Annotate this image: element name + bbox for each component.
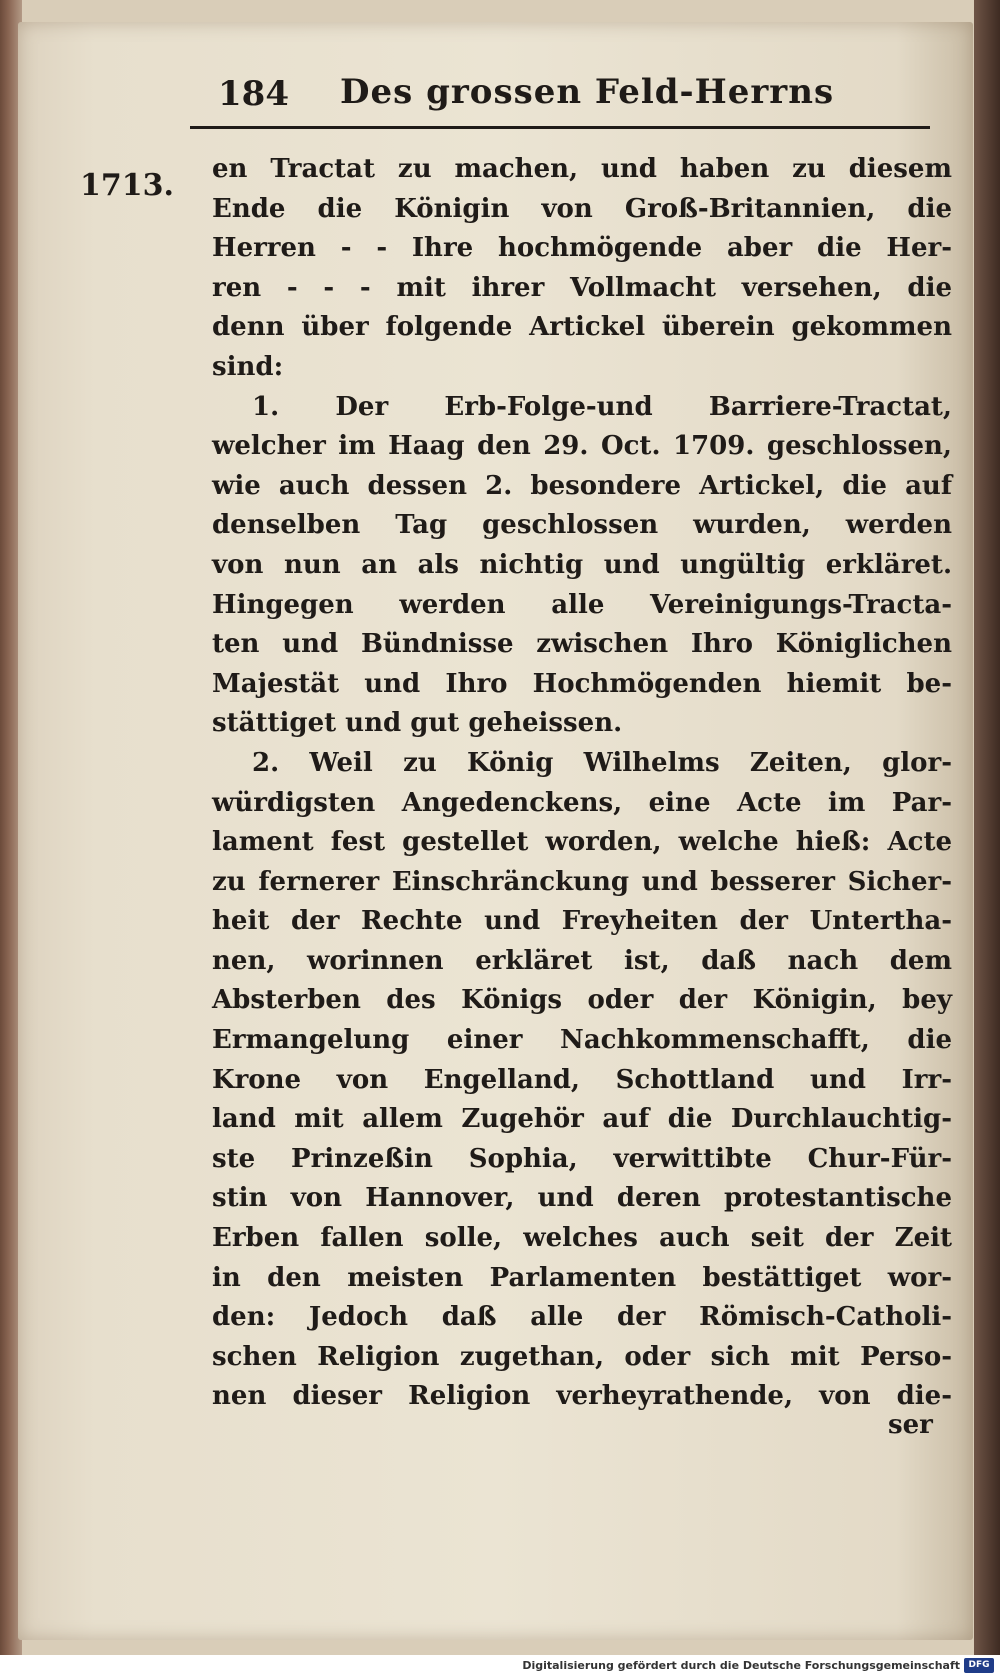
text-line: von nun an als nichtig und ungültig erkläret. [212, 549, 952, 580]
text-line: zu fernerer Einschränckung und besserer Sicher- [212, 866, 952, 897]
text-line: Hingegen werden alle Vereinigungs-Tracta- [212, 589, 952, 620]
text-line: stin von Hannover, und deren protestantische [212, 1183, 952, 1214]
text-line: Ende die Königin von Groß-Britannien, die [212, 193, 952, 224]
page-number: 184 [218, 74, 289, 114]
text-line: wie auch dessen 2. besondere Artickel, die auf [212, 470, 952, 501]
text-line: Herren - - Ihre hochmögende aber die Her- [212, 233, 952, 264]
text-line: ste Prinzeßin Sophia, verwittibte Chur-Für- [212, 1143, 952, 1174]
dfg-logo: DFG [964, 1658, 994, 1673]
book-cover-right-edge [974, 0, 1000, 1655]
digitization-footer [0, 1655, 1000, 1678]
text-line: heit der Rechte und Freyheiten der Untertha- [212, 906, 952, 937]
text-line: Majestät und Ihro Hochmögenden hiemit be- [212, 668, 952, 699]
text-line: ten und Bündnisse zwischen Ihro Königlichen [212, 629, 952, 660]
text-line: land mit allem Zugehör auf die Durchlauchtig- [212, 1104, 952, 1135]
text-line: 1. Der Erb-Folge-und Barriere-Tractat, [252, 391, 952, 422]
text-line: stättiget und gut geheissen. [212, 708, 623, 739]
text-line: den: Jedoch daß alle der Römisch-Catholi- [212, 1302, 952, 1333]
text-line: würdigsten Angedenckens, eine Acte im Par- [212, 787, 952, 818]
text-line: nen dieser Religion verheyrathende, von die- [212, 1381, 952, 1412]
text-line: Krone von Engelland, Schottland und Irr- [212, 1064, 952, 1095]
text-line: nen, worinnen erkläret ist, daß nach dem [212, 945, 952, 976]
text-line: 2. Weil zu König Wilhelms Zeiten, glor- [252, 747, 952, 778]
body-text [212, 150, 952, 1417]
text-line: sind: [212, 351, 284, 382]
page-header [190, 62, 930, 129]
text-line: ren - - - mit ihrer Vollmacht versehen, die [212, 272, 952, 303]
margin-year-note: 1713. [80, 168, 174, 203]
text-line: in den meisten Parlamenten bestättiget wor- [212, 1262, 952, 1293]
text-line: Ermangelung einer Nachkommenschafft, die [212, 1025, 952, 1056]
text-line: denselben Tag geschlossen wurden, werden [212, 510, 952, 541]
catchword: ser [888, 1410, 933, 1440]
text-line: Erben fallen solle, welches auch seit der Zeit [212, 1223, 952, 1254]
text-line: denn über folgende Artickel überein gekommen [212, 312, 952, 343]
text-line: schen Religion zugethan, oder sich mit Perso- [212, 1341, 952, 1372]
text-line: Absterben des Königs oder der Königin, bey [212, 985, 952, 1016]
running-title: Des grossen Feld-Herrns [340, 72, 835, 112]
footer-credit: Digitalisierung gefördert durch die Deutsche Forschungsgemeinschaft [522, 1659, 960, 1672]
text-line: lament fest gestellet worden, welche hieß: Acte [212, 827, 952, 858]
text-line: en Tractat zu machen, und haben zu diesem [212, 154, 952, 184]
text-line: welcher im Haag den 29. Oct. 1709. geschlossen, [212, 431, 952, 462]
